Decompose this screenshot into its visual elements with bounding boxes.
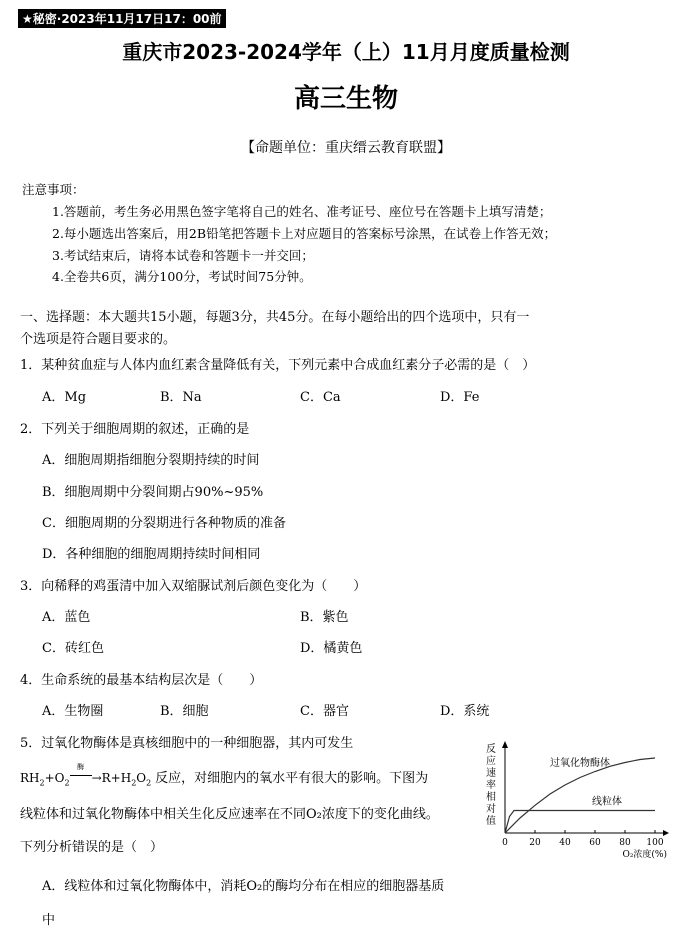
note-item-4: 4.全卷共6页，满分100分，考试时间75分钟。 (52, 269, 312, 284)
series-label-1: 线粒体 (592, 796, 622, 808)
note-item-2: 2.每小题选出答案后，用2B铅笔把答题卡上对应题目的答案标号涂黑，在试卷上作答无效； (52, 226, 557, 241)
question-2-stem: 2．下列关于细胞周期的叙述，正确的是 (20, 422, 250, 437)
y-axis-label-char: 值 (486, 816, 496, 827)
section-heading-line2: 个选项是符合题目要求的。 (20, 332, 177, 347)
y-axis-label-char: 速 (486, 768, 496, 779)
eq-arrow-label: 酶 (77, 763, 85, 771)
q4-option-c: C．器官 (300, 704, 349, 719)
q4-option-a: A．生物圈 (42, 704, 104, 719)
eq-rhs-sub2: 2 (146, 778, 152, 788)
exam-title: 重庆市2023-2024学年（上）11月月度质量检测 (122, 40, 570, 64)
eq-rhs-sub1: 2 (131, 778, 137, 788)
eq-arrow (70, 763, 92, 776)
eq-rhs: →R+H (91, 771, 132, 785)
q4-option-b: B．细胞 (160, 704, 209, 719)
subject-title: 高三生物 (293, 84, 398, 114)
series-line-1 (505, 811, 655, 834)
notes-heading: 注意事项： (22, 182, 85, 197)
q3-option-a: A．蓝色 (42, 610, 91, 625)
question-1-stem: 1．某种贫血症与人体内血红素含量降低有关，下列元素中合成血红素分子必需的是（ ） (20, 358, 536, 373)
x-axis-arrow (663, 830, 669, 836)
q3-option-d: D．橘黄色 (300, 641, 363, 656)
x-tick-label: 40 (559, 838, 571, 848)
x-tick-label: 80 (619, 838, 631, 848)
q1-option-c: C．Ca (300, 390, 341, 405)
q5-reaction-equation (20, 763, 429, 788)
question-4-stem: 4．生命系统的最基本结构层次是（ ） (20, 673, 263, 688)
x-tick-label: 100 (646, 838, 664, 848)
q2-option-c: C．细胞周期的分裂期进行各种物质的准备 (42, 516, 286, 531)
q5-line4: 下列分析错误的是（ ） (20, 840, 164, 855)
issuer-line: 【命题单位：重庆缙云教育联盟】 (241, 140, 451, 156)
q5-line3: 线粒体和过氧化物酶体中相关生化反应速率在不同O₂浓度下的变化曲线。 (20, 807, 439, 822)
x-tick-label: 0 (502, 838, 508, 848)
q3-option-b: B．紫色 (300, 610, 349, 625)
rate-vs-oxygen-chart (480, 738, 680, 868)
q3-option-c: C．砖红色 (42, 641, 104, 656)
note-item-3: 3.考试结束后，请将本试卷和答题卡一并交回； (52, 248, 314, 263)
q2-option-b: B．细胞周期中分裂间期占90%~95% (42, 485, 264, 500)
y-axis-label-char: 对 (486, 804, 496, 815)
q2-option-d: D．各种细胞的细胞周期持续时间相同 (42, 547, 261, 562)
question-5-stem: 5．过氧化物酶体是真核细胞中的一种细胞器，其内可发生 (20, 736, 354, 751)
secret-badge: ★秘密·2023年11月17日17：00前 (18, 9, 226, 28)
y-axis-label-char: 相 (486, 792, 496, 803)
q4-option-d: D．系统 (440, 704, 490, 719)
y-axis-arrow (502, 741, 508, 748)
x-axis-label: O₂浓度(%) (622, 850, 667, 860)
eq-o-sub: 2 (64, 778, 70, 788)
y-axis-label-char: 反 (486, 744, 496, 755)
q1-option-d: D．Fe (440, 390, 480, 405)
q1-option-a: A．Mg (42, 390, 87, 405)
series-label-0: 过氧化物酶体 (550, 758, 610, 769)
eq-lhs: RH (20, 771, 40, 785)
q5-option-a: A．线粒体和过氧化物酶体中，消耗O₂的酶均分布在相应的细胞器基质 (42, 879, 445, 894)
section-heading-line1: 一、选择题：本大题共15小题，每题3分，共45分。在每小题给出的四个选项中，只有一 (20, 310, 530, 325)
y-axis-label-char: 率 (486, 780, 496, 791)
q2-option-a: A．细胞周期指细胞分裂期持续的时间 (42, 453, 260, 468)
eq-lhs-sub: 2 (39, 778, 45, 788)
y-axis-label-char: 应 (486, 756, 496, 767)
q5-line2-rest: 反应，对细胞内的氧水平有很大的影响。下图为 (155, 771, 429, 786)
q5-option-a-cont: 中 (42, 913, 56, 928)
q1-option-b: B．Na (160, 390, 202, 405)
series-line-0 (505, 758, 655, 833)
note-item-1: 1.答题前，考生务必用黑色签字笔将自己的姓名、准考证号、座位号在答题卡上填写清楚； (52, 204, 552, 219)
x-tick-label: 20 (529, 838, 541, 848)
eq-rhs-o: O (136, 771, 147, 785)
eq-plus-o: +O (44, 771, 65, 785)
question-3-stem: 3．向稀释的鸡蛋清中加入双缩脲试剂后颜色变化为（ ） (20, 579, 367, 594)
x-tick-label: 60 (589, 838, 601, 848)
